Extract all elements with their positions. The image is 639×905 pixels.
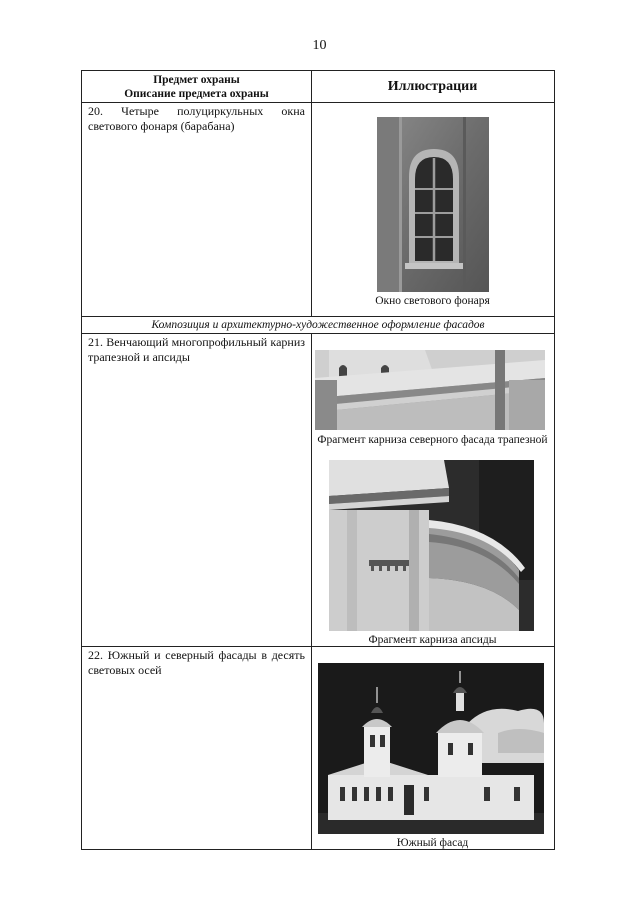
apse-cornice-caption: Фрагмент карниза апсиды [368,634,497,646]
lantern-window-photo [377,117,489,292]
item-20-text: 20. Четыре полуциркульных окна светового фонаря (барабана) [88,104,305,133]
refectory-cornice-photo [315,350,545,430]
south-facade-photo [318,663,544,834]
refectory-cornice-caption: Фрагмент карниза северного фасада трапезной [317,434,548,446]
table-divider [82,102,554,103]
column-divider [311,71,312,316]
section-heading-facades: Композиция и архитектурно-художественное оформление фасадов [151,319,485,331]
item-22-text: 22. Южный и северный фасады в десять световых осей [88,648,305,677]
page-number: 10 [312,38,327,53]
apse-cornice-photo [329,460,534,631]
protection-subject-table [81,70,555,850]
table-divider [82,333,554,334]
column-divider [311,333,312,850]
header-illustrations: Иллюстрации [387,79,478,94]
lantern-window-caption: Окно светового фонаря [375,295,490,307]
south-facade-caption: Южный фасад [396,837,469,849]
header-subject-title: Предмет охраны [153,74,240,86]
item-21-text: 21. Венчающий многопрофильный карниз трапезной и апсиды [88,335,305,364]
header-subject-cell [82,71,311,102]
header-subject-description: Описание предмета охраны [124,88,269,100]
